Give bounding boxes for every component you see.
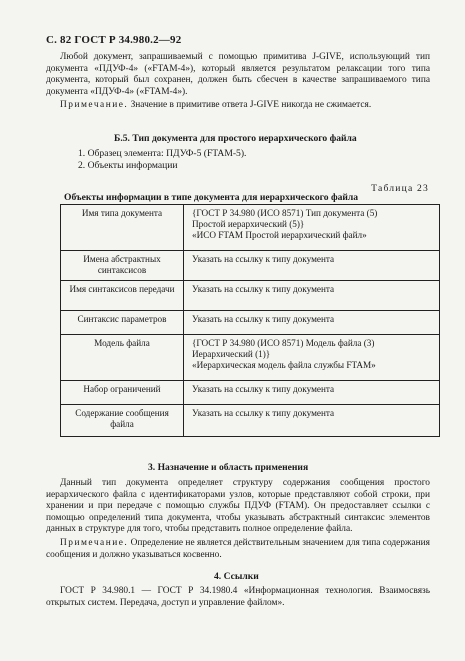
row-name: Имена абстрактных синтаксисов (61, 251, 184, 281)
note-2 (46, 538, 430, 561)
row-name: Набор ограничений (61, 381, 184, 405)
references-paragraph: ГОСТ Р 34.980.1 — ГОСТ Р 34.1980.4 «Информационная технология. Взаимосвязь открытых систем. Передача, доступ и управление файлом». (46, 586, 430, 608)
row-value (184, 311, 440, 335)
value-line: Указать на ссылку к типу документа (192, 384, 335, 394)
value-line: «ИСО FTAM Простой иерархический файл» (192, 230, 367, 240)
page-header: С. 82 ГОСТ Р 34.980.2—92 (46, 34, 182, 46)
table-row (61, 281, 440, 311)
value-line: Указать на ссылку к типу документа (192, 314, 335, 324)
value-line: Указать на ссылку к типу документа (192, 254, 335, 264)
table-row (61, 405, 440, 437)
row-value (184, 335, 440, 381)
value-line: {ГОСТ Р 34.980 (ИСО 8571) Тип документа (5) (192, 208, 378, 218)
row-value (184, 281, 440, 311)
table-row (61, 311, 440, 335)
row-value (184, 251, 440, 281)
row-value (184, 205, 440, 251)
note-2-label: Примечание. (60, 538, 129, 548)
note-1-label: Примечание. (60, 100, 129, 110)
list-item: 2. Объекты информации (78, 159, 178, 171)
info-objects-table (60, 204, 440, 437)
value-line: Простой иерархический (5)} (192, 219, 305, 229)
table-row (61, 335, 440, 381)
element-list (78, 148, 246, 171)
note-1 (46, 100, 430, 112)
value-line: Указать на ссылку к типу документа (192, 284, 335, 294)
row-value (184, 405, 440, 437)
table-row (61, 251, 440, 281)
intro-paragraph: Любой документ, запрашиваемый с помощью примитива J-GIVE, использующий тип документа «ПДУФ-4» («FTAM-4»), который является результатом релаксации того типа документа, который был сохранен, должен быть сбесчен в качестве запрашиваемого типа документа «ПДУФ-4» («FTAM-4»). (46, 52, 430, 97)
section-4-title: 4. Ссылки (214, 571, 259, 582)
table-row (61, 205, 440, 251)
row-name: Синтаксис параметров (61, 311, 184, 335)
section-3-title: 3. Назначение и область применения (148, 462, 309, 473)
value-line: Иерархический (1)} (192, 349, 271, 359)
row-value (184, 381, 440, 405)
table-row (61, 381, 440, 405)
purpose-paragraph: Данный тип документа определяет структуру содержания сообщения простого иерархического файла с идентификаторами узлов, которые представляют собой строки, при хранении и при передаче с помощью службы ПДУФ (FTAM). Он предоставляет ссылки с помощью определений типа документа, чтобы указывать абстрактный синтаксис элементов данных в структуре для того, чтобы представить полное определение файла. (46, 478, 430, 535)
note-2-text: Определение не является действительным значением для типа содержания сообщения и должно указываться косвенно. (46, 538, 430, 560)
note-1-text: Значение в примитиве ответа J-GIVE никогда не сжимается. (128, 100, 372, 110)
section-b5-title: Б.5. Тип документа для простого иерархического файла (114, 133, 357, 144)
row-name: Имя типа документа (61, 205, 184, 251)
row-name: Содержание сообщения файла (61, 405, 184, 437)
value-line: «Иерархическая модель файла службы FTAM» (192, 360, 376, 370)
value-line: Указать на ссылку к типу документа (192, 408, 335, 418)
list-item: 1. Образец элемента: ПДУФ-5 (FTAM-5). (78, 148, 247, 159)
row-name: Модель файла (61, 335, 184, 381)
value-line: {ГОСТ Р 34.980 (ИСО 8571) Модель файла (3) (192, 338, 375, 348)
table-number: Таблица 23 (371, 183, 429, 194)
table-title: Объекты информации в типе документа для иерархического файла (64, 192, 359, 203)
row-name: Имя синтаксисов передачи (61, 281, 184, 311)
